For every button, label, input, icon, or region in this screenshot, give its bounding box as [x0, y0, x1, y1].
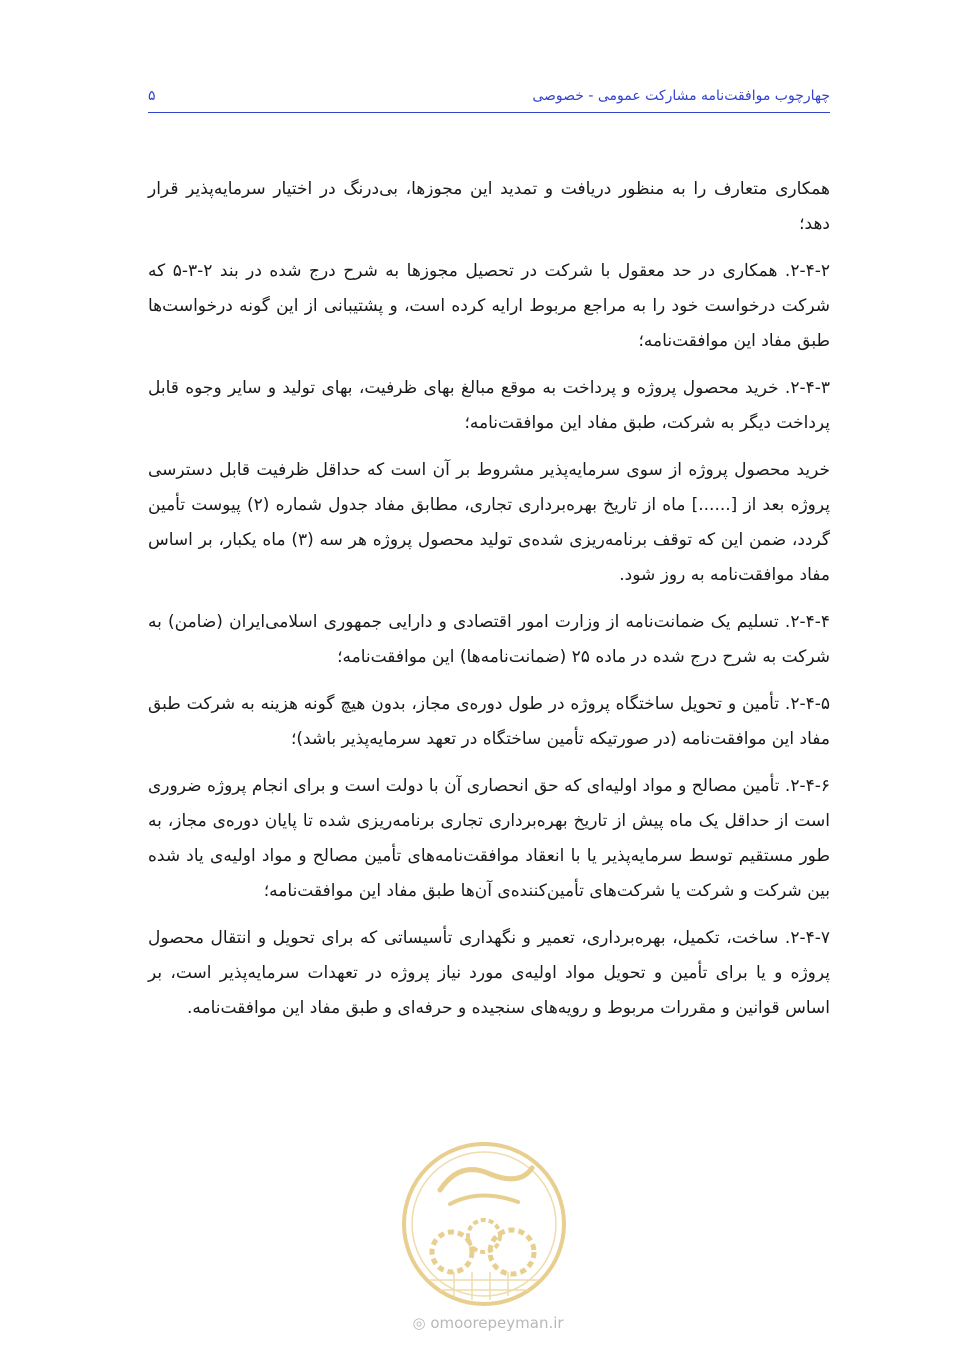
watermark-site-text: omoorepeyman.ir: [430, 1314, 564, 1332]
paragraph-2-4-7: ۲-۴-۷. ساخت، تکمیل، بهره‌برداری، تعمیر و نگهداری تأسیساتی که برای تحویل و انتقال محصول پروژه و یا برای تأمین و تحویل مواد اولیه‌ی مورد نیاز پروژه در تعهدات سرمایه‌پذیر است، بر اساس قوانین و مقررات مربوط و رویه‌های سنجیده و حرفه‌ای و طبق مفاد این موافقت‌نامه.: [148, 928, 830, 1018]
paragraph-intro: همکاری متعارف را به منظور دریافت و تمدید این مجوزها، بی‌درنگ در اختیار سرمایه‌پذیر قرار دهد؛: [148, 179, 830, 234]
paragraph-2-4-2: ۲-۴-۲. همکاری در حد معقول با شرکت در تحصیل مجوزها به شرح درج شده در بند ۲-۳-۵ که شرکت درخواست خود را به مراجع مربوط ارایه کرده است، و پشتیبانی از این گونه درخواست‌ها طبق مفاد این موافقت‌نامه؛: [148, 261, 830, 351]
paragraph-2-4-5: ۲-۴-۵. تأمین و تحویل ساختگاه پروژه در طول دوره‌ی مجاز، بدون هیچ گونه هزینه به شرکت طبق مفاد این موافقت‌نامه (در صورتیکه تأمین ساختگاه در تعهد سرمایه‌پذیر باشد)؛: [148, 694, 830, 749]
paragraph-2-4-3: ۲-۴-۳. خرید محصول پروژه و پرداخت به موقع مبالغ بهای ظرفیت، بهای تولید و سایر وجوه قابل پرداخت دیگر به شرکت، طبق مفاد این موافقت‌نامه؛: [148, 378, 830, 433]
watermark-logo: [400, 1140, 568, 1308]
globe-icon: ◎: [412, 1314, 426, 1332]
page-header: [148, 84, 830, 113]
page-number: ۵: [148, 88, 156, 104]
seal-icon: [400, 1140, 568, 1308]
document-body: [148, 172, 830, 1038]
paragraph-2-4-4: ۲-۴-۴. تسلیم یک ضمانت‌نامه از وزارت امور اقتصادی و دارایی جمهوری اسلامی‌ایران (ضامن) به شرکت به شرح درج شده در ماده ۲۵ (ضمانت‌نامه‌ها) این موافقت‌نامه؛: [148, 612, 830, 667]
watermark-site: [398, 1314, 578, 1332]
header-title: چهارچوب موافقت‌نامه مشارکت عمومی - خصوصی: [532, 88, 830, 104]
paragraph-2-4-6: ۲-۴-۶. تأمین مصالح و مواد اولیه‌ای که حق انحصاری آن با دولت است و برای انجام پروژه ضروری است از حداقل یک ماه پیش از تاریخ بهره‌برداری تجاری برنامه‌ریزی شده تا پایان دوره‌ی مجاز، به طور مستقیم توسط سرمایه‌پذیر یا با انعقاد موافقت‌نامه‌های تأمین مصالح و مواد اولیه‌ی یاد شده بین شرکت و شرکت یا شرکت‌های تأمین‌کننده‌ی آن‌ها طبق مفاد این موافقت‌نامه؛: [148, 776, 830, 901]
paragraph-purchase-condition: خرید محصول پروژه از سوی سرمایه‌پذیر مشروط بر آن است که حداقل ظرفیت قابل دسترسی پروژه بعد از [......] ماه از تاریخ بهره‌برداری تجاری، مطابق مفاد جدول شماره (۲) پیوست تأمین گردد، ضمن این که توقف برنامه‌ریزی شده‌ی تولید محصول پروژه هر سه (۳) ماه یکبار، بر اساس مفاد موافقت‌نامه به روز شود.: [148, 460, 831, 585]
